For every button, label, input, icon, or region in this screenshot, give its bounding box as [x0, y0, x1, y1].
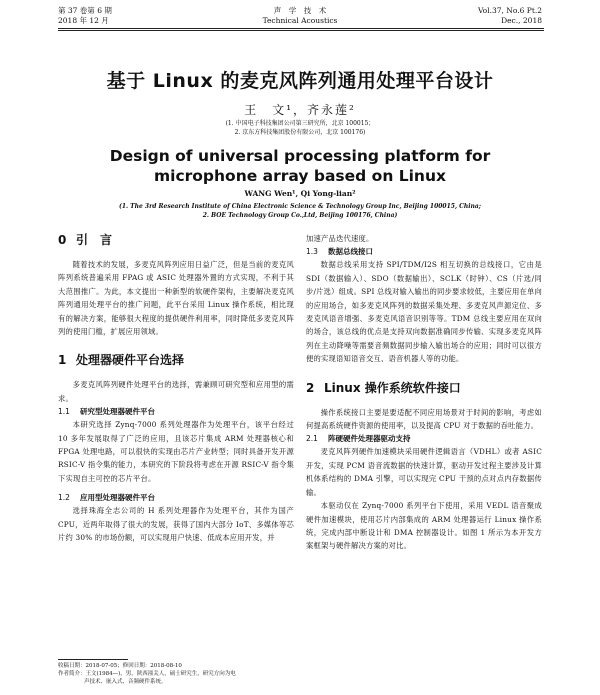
section-paragraph: 加速产品迭代速度。 [306, 234, 374, 243]
section-paragraph: 数据总线采用支持 SPI/TDM/I2S 相互切换的总线接口，它由是 SDI（数据输入）、SDO（数据输出）、SCLK（时钟）、CS（片选/同步/片选）组成。SPI 总线对输入输出的同步要求较低，主要应用在单向的应用场合，如多麦克风阵列的数据采集处理、多麦克风声源定位、多麦克风语音增强、多麦克风语音识别等等。TDM 总线主要应用在双向的场合，该总线的优点是支持双向数据准确同步传输、实现多麦克风阵列在主动降噪等需要音频数据同步输入输出场合的应用；同时可以很方便的实现语知语音交互、语音机器人等的功能。 [306, 260, 542, 364]
authors-cn: 王 文¹，齐永莲² [244, 103, 356, 117]
footnote-received: 收稿日期：2018-07-05；修回日期：2018-08-10 [58, 663, 182, 669]
journal-name-cn: 声 学 技 术 [273, 6, 327, 15]
subsection-heading: 1.3 数据总线接口 [306, 247, 373, 257]
journal-name-en: Technical Acoustics [262, 16, 338, 25]
section-paragraph: 本研究选择 Zynq-7000 系列处理器作为处理平台，该平台经过 10 多年发展取得了广泛的应用，且该芯片集成 ARM 处理器核心和 FPGA 处理电路，可以很快的实现由芯片产业转型；同时具备开发开源 RSIC-V 指令集的能力，本研究的下阶段将考虑在开源 RSIC-V 指令集下实现自主可控的芯片平台。 [58, 420, 294, 483]
header-rule [58, 28, 544, 29]
section-heading: 1 处理器硬件平台选择 [58, 353, 185, 368]
section-paragraph: 多麦克风阵列硬件处理平台的选择，需兼顾可研究型和应用型的需求。 [58, 380, 294, 403]
journal-issue-en [478, 6, 542, 26]
left-column [58, 232, 294, 545]
subsection-heading: 1.2 应用型处理器硬件平台 [58, 493, 155, 503]
journal-volume-cn: 第 37 卷第 6 期 [58, 6, 112, 15]
affiliation-en-2: 2. BOE Technology Group Co.,Ltd, Beijing 100176, China) [202, 212, 398, 219]
header-rule-thin [58, 30, 544, 31]
right-column [306, 232, 542, 553]
journal-volume-en: Vol.37, No.6 Pt.2 [477, 6, 542, 15]
section-heading: 2 Linux 操作系统软件接口 [306, 380, 461, 395]
section-paragraph: 本驱动仅在 Zynq-7000 系列平台下使用，采用 VEDL 语音聚成硬件加速模块，使用芯片内部集成的 ARM 处理器运行 Linux 操作系统，完成内部中断设计和 DMA 控制器设计。如图 1 所示为本开发方案框架与硬件解决方案的对比。 [306, 501, 542, 551]
section-heading: 0 引 言 [58, 233, 113, 247]
subsection-heading: 1.1 研究型处理器硬件平台 [58, 407, 155, 417]
title-en: Design of universal processing platform for microphone array based on Linux [109, 147, 491, 185]
footnote-author: 作者简介：王文(1984—)，男，陕西潼关人，硕士研究生，研究方向为电 [58, 671, 236, 677]
section-paragraph: 麦克风阵列硬件加速模块采用硬件逻辑语言（VDHL）或者 ASIC 开发，实现 PCM 语音流数据的快速计算，驱动开发过程主要涉及计算机体系结构的 DMA 引擎，可以实现完 CPU 干预的点对点内存数据传输。 [306, 447, 542, 497]
section-paragraph: 随着技术的发展，多麦克风阵列应用日益广泛，但是当前的麦克风阵列系统普遍采用 FPAG 或 ASIC 处理器外置的方式实现，不利于其大范围推广。为此，本文提出一种新型的软硬件架构，主要解决麦克风阵列通用处理平台的推广问题，此平台采用 Linux 操作系统，相比现有的解决方案，能够很大程度的提供硬件利用率，同时降低多麦克风阵列的使用门槛，扩展应用领域。 [58, 260, 294, 337]
affiliation-cn-2: 2. 京东方科技集团股份有限公司，北京 100176) [234, 129, 366, 136]
footnote-author-cont: 声技术、嵌入式、音频硬件系统。 [84, 679, 167, 685]
subsection-heading: 2.1 阵硬硬件处理器驱动支持 [306, 434, 411, 444]
section-paragraph: 选择珠海全志公司的 H 系列处理器作为处理平台，其作为国产 CPU，近两年取得了很大的发展，获得了国内大部分 IoT、多媒体等芯片约 30% 的市场份额，可以实现用户快速、低成本应用开发，并 [58, 506, 294, 543]
title-cn: 基于 Linux 的麦克风阵列通用处理平台设计 [106, 70, 494, 92]
section-paragraph: 操作系统接口主要是要适配不同应用场景对于时间的影响，考虑如何提高系统硬件资源的使用率，以及提高 CPU 对于数据的吞吐能力。 [306, 407, 542, 431]
affiliation-en-1: (1. The 3rd Research Institute of China Electronic Science & Technology Group Inc, Beijing 100015, China; [118, 203, 482, 210]
authors-en: WANG Wen¹, Qi Yong-lian² [244, 189, 356, 198]
journal-date-cn: 2018 年 12 月 [58, 16, 109, 25]
journal-date-en: Dec., 2018 [501, 16, 542, 25]
affiliation-cn-1: (1. 中国电子科技集团公司第三研究所，北京 100015； [225, 120, 375, 127]
footnote-rule [58, 659, 128, 660]
